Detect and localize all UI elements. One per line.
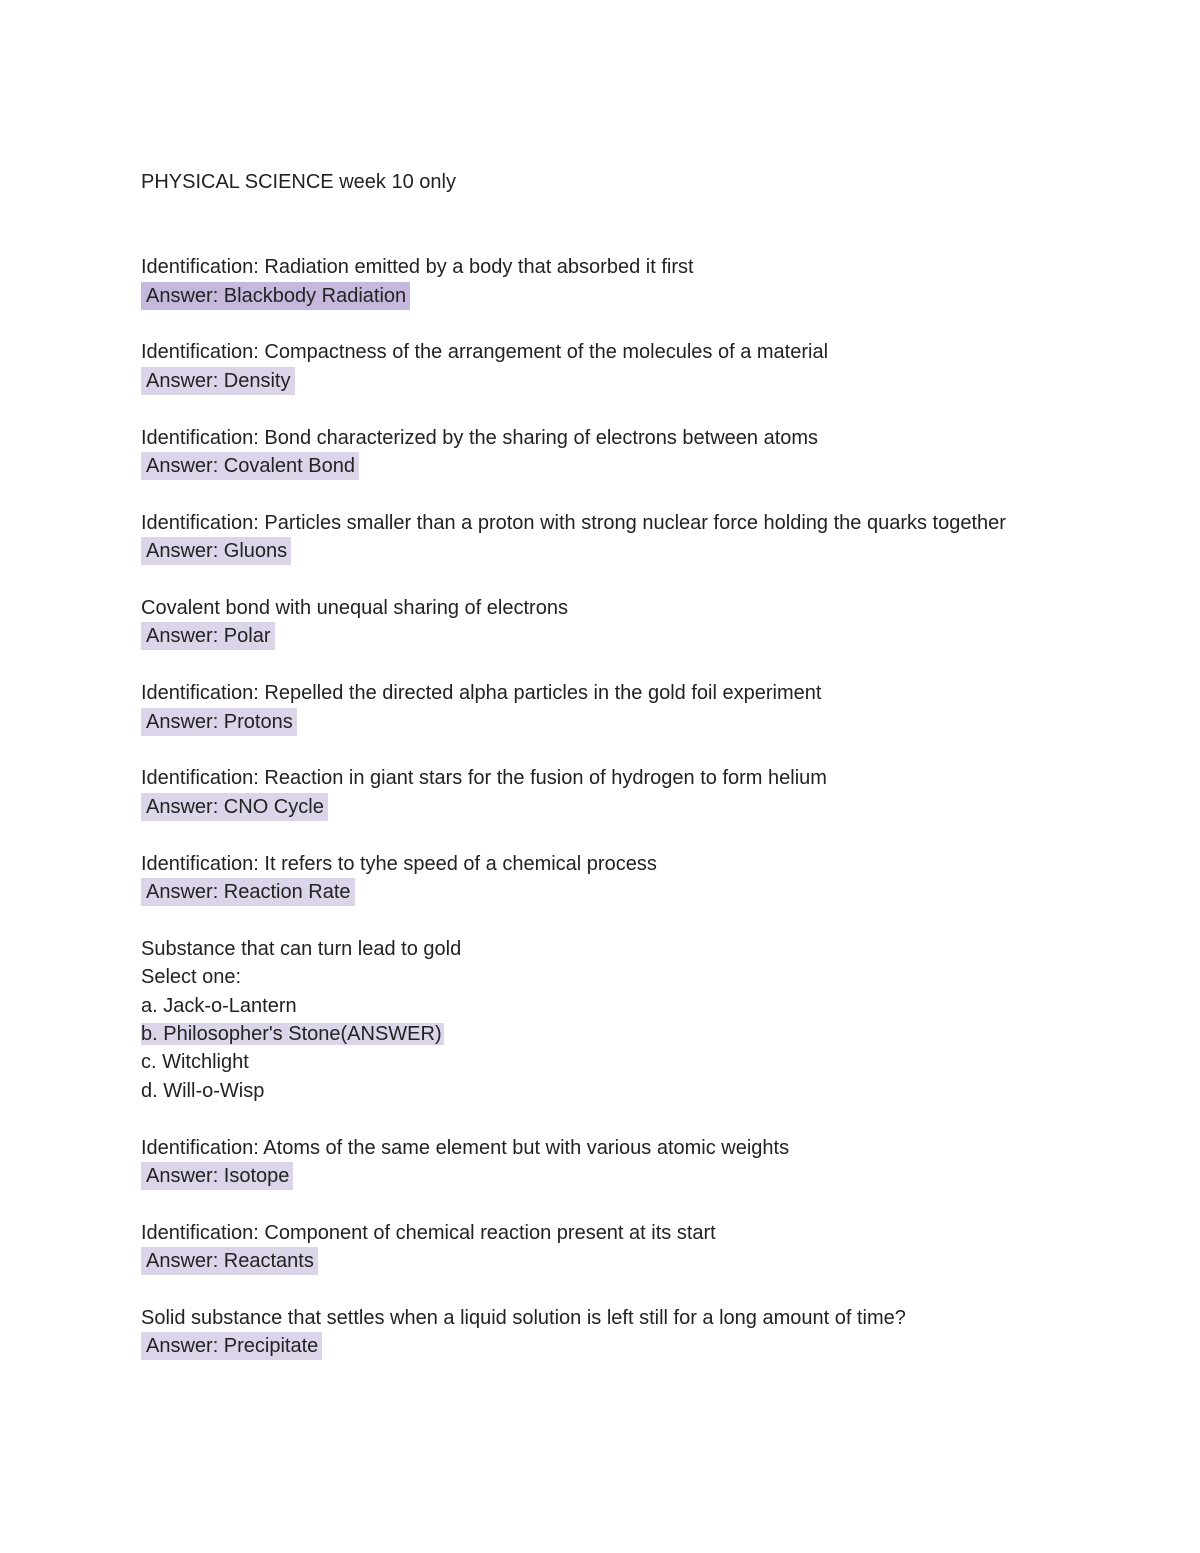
answer-highlight: Answer: Polar	[141, 622, 275, 650]
question-text: Identification: Particles smaller than a proton with strong nuclear force holding the quarks together	[141, 511, 1006, 534]
option-text: d. Will-o-Wisp	[141, 1079, 265, 1102]
question-item	[141, 509, 1021, 566]
answer-highlight: Answer: Reaction Rate	[141, 878, 355, 906]
question-item	[141, 338, 1021, 395]
question-item	[141, 679, 1021, 736]
question-item	[141, 253, 1021, 310]
question-text: Identification: Component of chemical reaction present at its start	[141, 1221, 716, 1244]
question-text: Identification: Atoms of the same element but with various atomic weights	[141, 1136, 790, 1159]
answer-highlight: Answer: Precipitate	[141, 1332, 322, 1360]
answer-highlight: Answer: Density	[141, 367, 295, 395]
question-text: Solid substance that settles when a liquid solution is left still for a long amount of time?	[141, 1307, 906, 1330]
choice-option-c	[141, 1048, 1021, 1076]
answer-highlight: Answer: Gluons	[141, 537, 291, 565]
question-item	[141, 1219, 1021, 1276]
choice-option-a	[141, 992, 1021, 1020]
answer-highlight: Answer: Blackbody Radiation	[141, 282, 410, 310]
question-text: Identification: Radiation emitted by a body that absorbed it first	[141, 256, 694, 279]
question-item	[141, 1134, 1021, 1191]
choice-option-b-correct	[141, 1020, 1021, 1048]
option-text: c. Witchlight	[141, 1051, 249, 1074]
title-spacer	[141, 196, 1021, 253]
option-text: a. Jack-o-Lantern	[141, 994, 297, 1017]
question-text: Identification: Reaction in giant stars for the fusion of hydrogen to form helium	[141, 767, 827, 790]
question-item	[141, 594, 1021, 651]
question-text: Identification: It refers to tyhe speed of a chemical process	[141, 852, 657, 875]
question-text: Substance that can turn lead to gold	[141, 937, 462, 960]
answer-highlight: Answer: CNO Cycle	[141, 793, 328, 821]
answer-highlight: Answer: Reactants	[141, 1247, 318, 1275]
option-text-highlighted: b. Philosopher's Stone(ANSWER)	[141, 1023, 442, 1046]
answer-highlight: Answer: Isotope	[141, 1162, 293, 1190]
question-text: Identification: Repelled the directed alpha particles in the gold foil experiment	[141, 682, 822, 705]
answer-highlight: Answer: Protons	[141, 708, 297, 736]
question-item	[141, 850, 1021, 907]
question-text: Covalent bond with unequal sharing of electrons	[141, 597, 568, 619]
select-prompt: Select one:	[141, 966, 242, 989]
document-title: PHYSICAL SCIENCE week 10 only	[141, 171, 456, 193]
choice-option-d	[141, 1077, 1021, 1105]
question-item	[141, 424, 1021, 481]
question-text: Identification: Compactness of the arrangement of the molecules of a material	[141, 341, 829, 364]
multiple-choice-item	[141, 935, 1021, 1105]
question-text: Identification: Bond characterized by the sharing of electrons between atoms	[141, 426, 819, 449]
document-body	[141, 168, 1021, 1389]
question-item	[141, 1304, 1021, 1361]
question-item	[141, 764, 1021, 821]
answer-highlight: Answer: Covalent Bond	[141, 452, 359, 480]
